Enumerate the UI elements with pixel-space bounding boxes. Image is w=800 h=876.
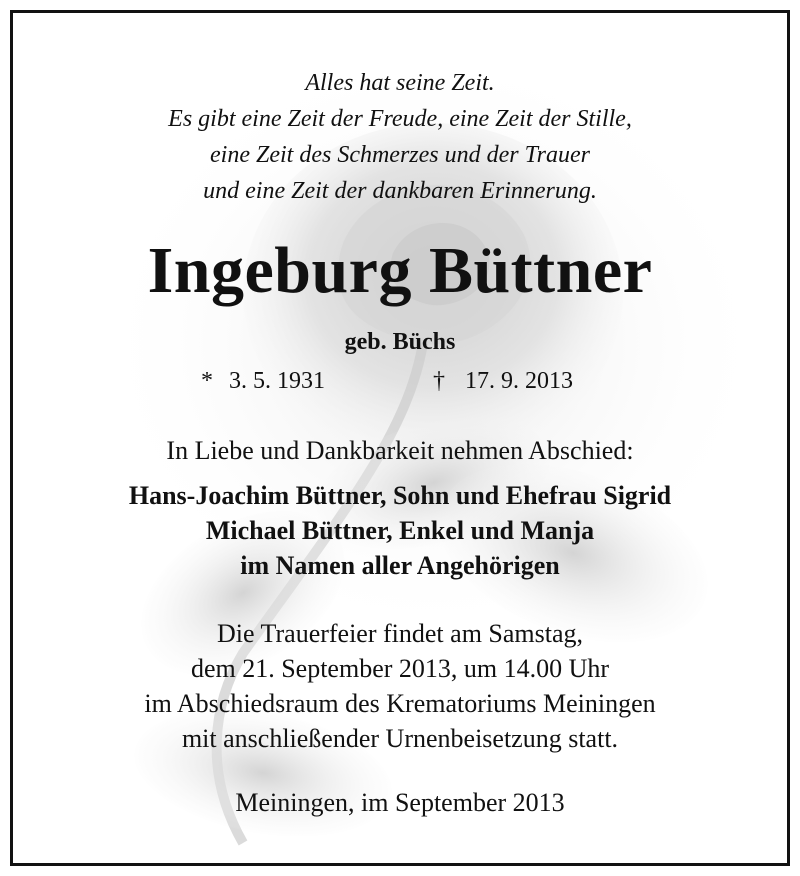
- deceased-name: Ingeburg Büttner: [147, 234, 653, 307]
- ceremony-line: Die Trauerfeier findet am Samstag,: [216, 619, 584, 648]
- mourner-line: Michael Büttner, Enkel und Manja: [205, 516, 595, 545]
- obituary-frame: [10, 10, 790, 866]
- ceremony-line: im Abschiedsraum des Krematoriums Meiningen: [144, 689, 656, 718]
- death-symbol: †: [433, 368, 445, 394]
- motto-line: und eine Zeit der dankbaren Erinnerung.: [203, 178, 597, 204]
- motto-line: eine Zeit des Schmerzes und der Trauer: [210, 142, 590, 168]
- birth-date: 3. 5. 1931: [229, 368, 325, 394]
- death-date: 17. 9. 2013: [465, 368, 573, 394]
- mourner-line: Hans-Joachim Büttner, Sohn und Ehefrau Sigrid: [128, 481, 672, 510]
- mourner-line: im Namen aller Angehörigen: [240, 551, 560, 580]
- place-and-date: Meiningen, im September 2013: [235, 788, 565, 817]
- motto-line: Es gibt eine Zeit der Freude, eine Zeit der Stille,: [168, 106, 632, 132]
- ceremony-line: mit anschließender Urnenbeisetzung statt.: [181, 724, 619, 753]
- birth-symbol: *: [201, 368, 213, 394]
- ceremony-line: dem 21. September 2013, um 14.00 Uhr: [190, 654, 610, 683]
- motto-line: Alles hat seine Zeit.: [305, 70, 495, 96]
- birth-name: geb. Büchs: [344, 329, 456, 355]
- farewell-intro: In Liebe und Dankbarkeit nehmen Abschied:: [166, 436, 634, 465]
